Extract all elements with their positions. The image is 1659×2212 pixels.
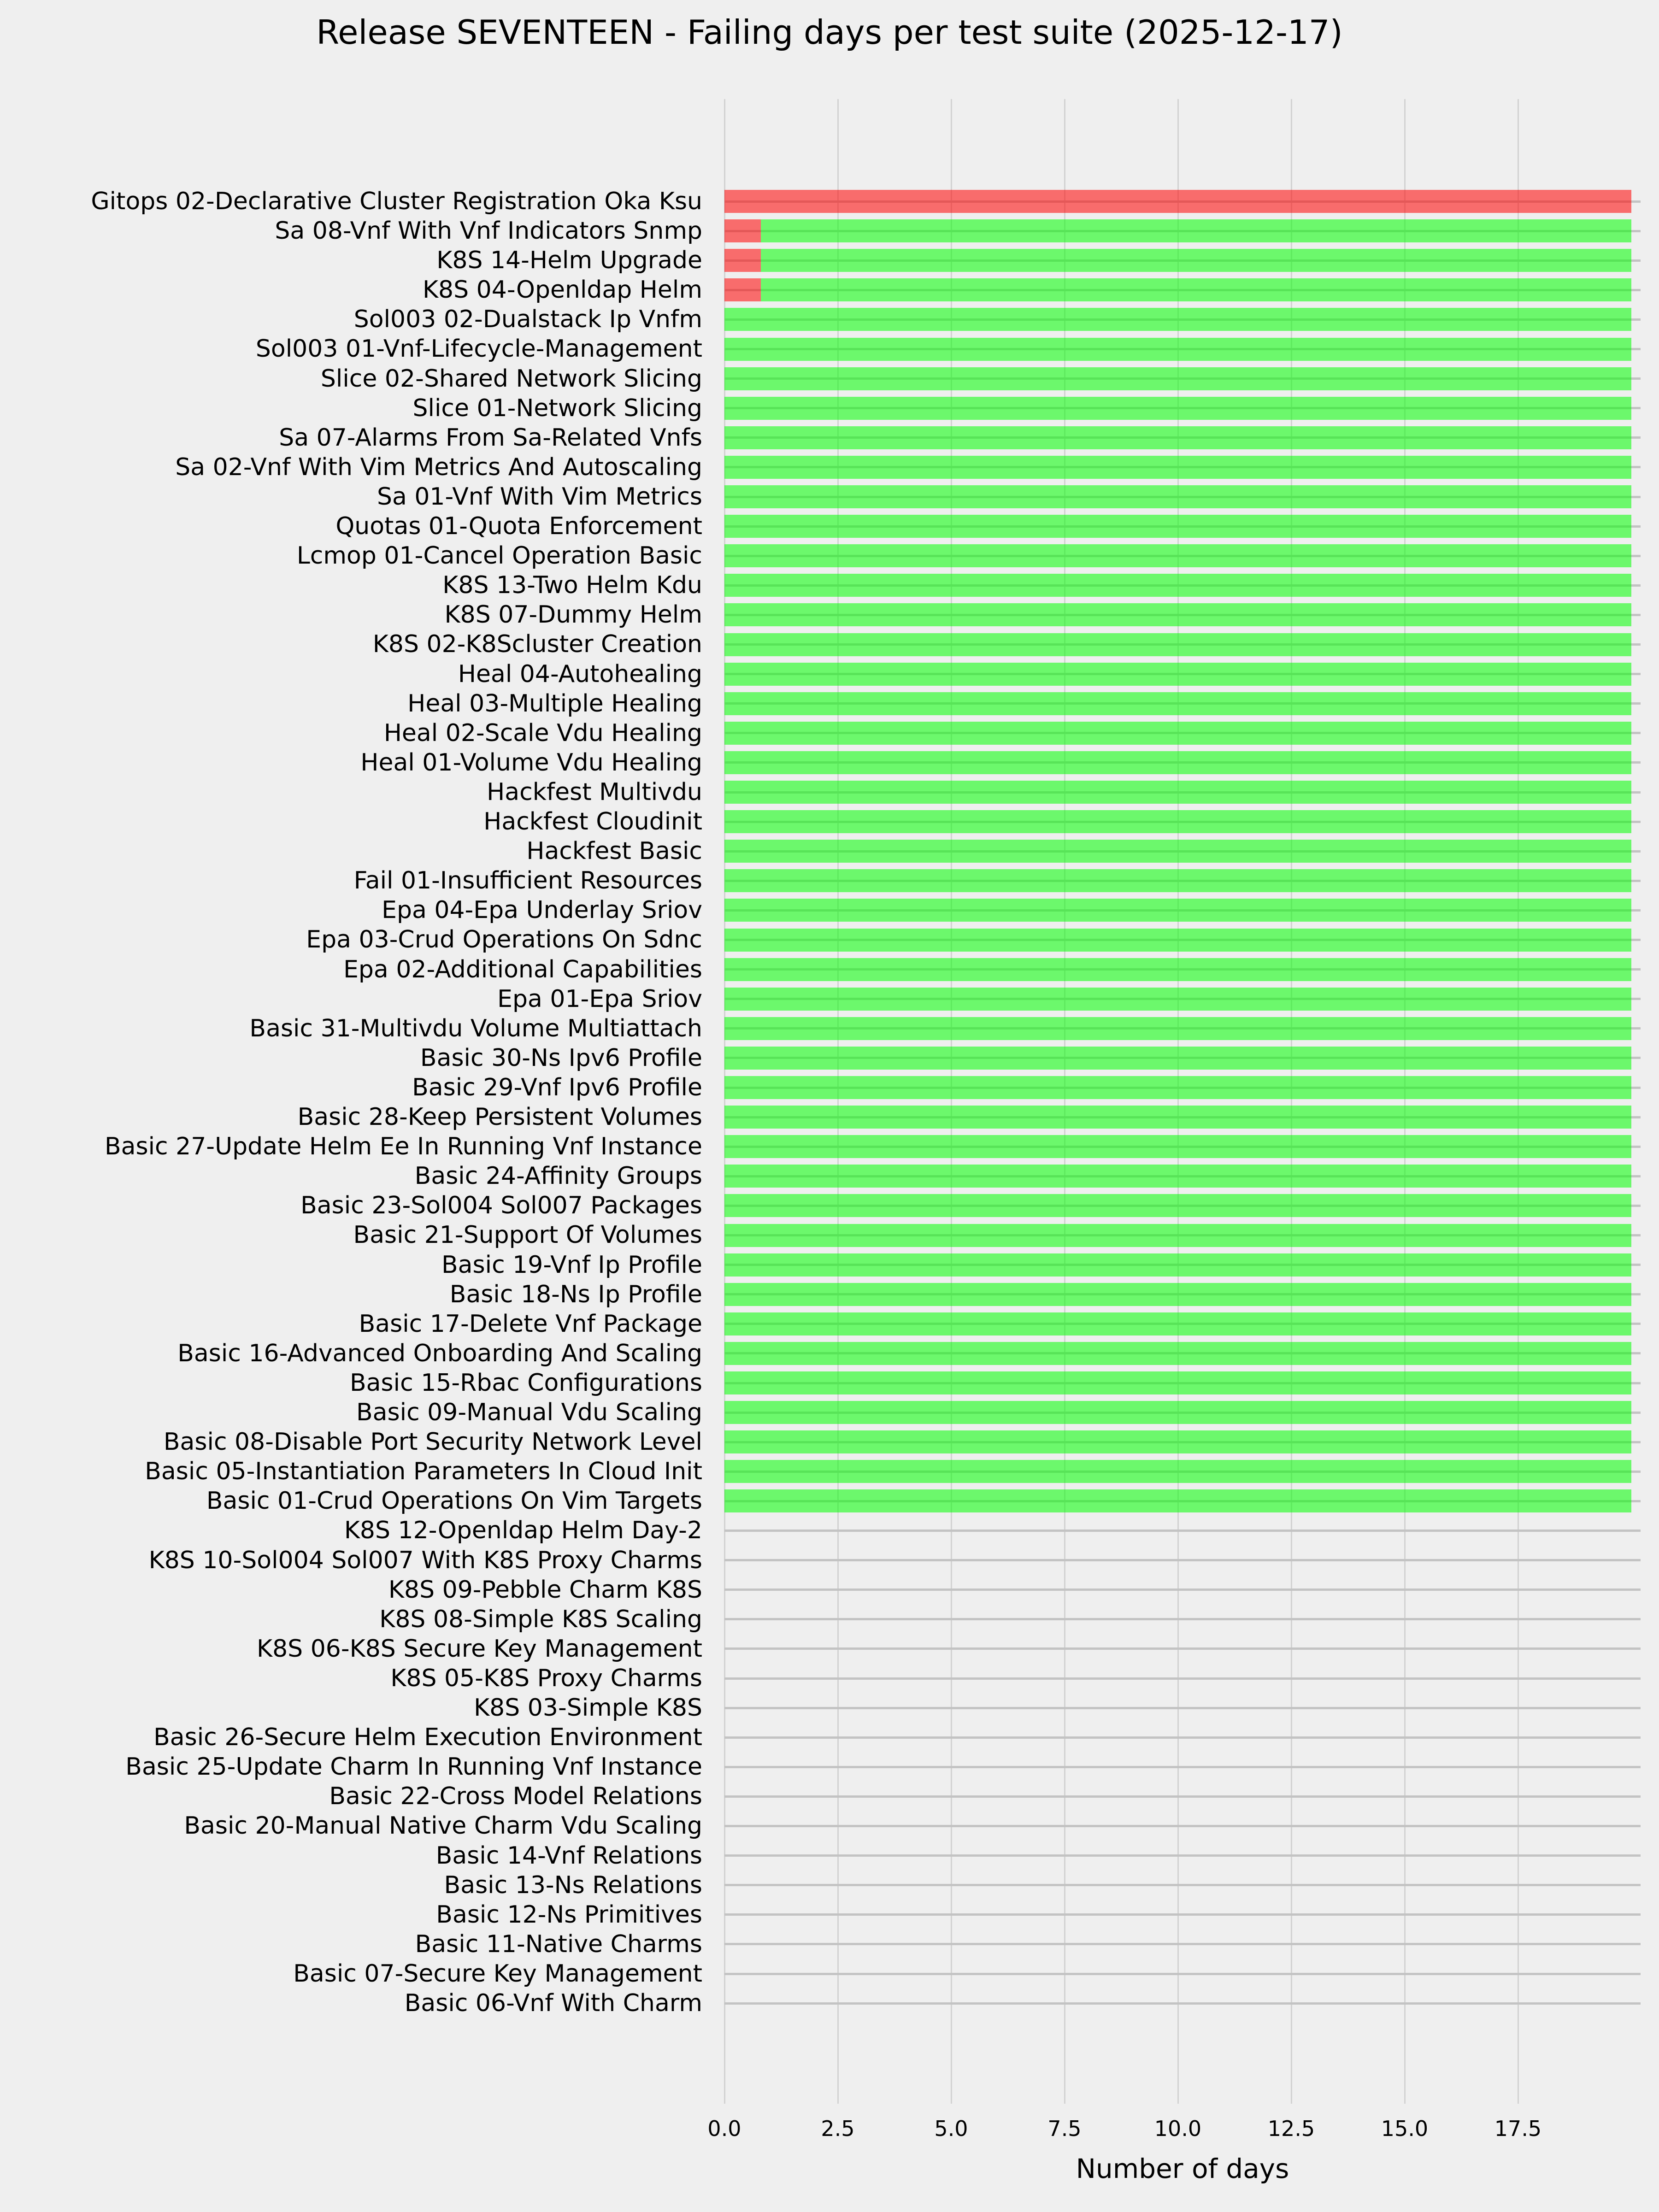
- y-tick-label: Epa 01-Epa Sriov: [497, 985, 702, 1013]
- y-tick-label: Heal 01-Volume Vdu Healing: [360, 748, 702, 777]
- y-axis-labels: [0, 0, 713, 2212]
- y-tick-label: K8S 02-K8Scluster Creation: [372, 630, 702, 659]
- x-axis-label: Number of days: [1076, 2153, 1289, 2184]
- bar-segment-passing: [724, 1401, 1631, 1424]
- y-tick-label: K8S 05-K8S Proxy Charms: [390, 1664, 702, 1692]
- bar-segment-passing: [724, 1283, 1631, 1306]
- bar-segment-passing: [724, 1460, 1631, 1483]
- y-gridline: [724, 1943, 1641, 1945]
- bar-segment-passing: [724, 338, 1631, 361]
- y-tick-label: Slice 01-Network Slicing: [412, 394, 702, 422]
- y-tick-label: Basic 17-Delete Vnf Package: [359, 1310, 702, 1338]
- y-tick-label: Heal 04-Autohealing: [458, 660, 702, 688]
- y-tick-label: Sa 08-Vnf With Vnf Indicators Snmp: [275, 217, 702, 245]
- y-tick-label: K8S 09-Pebble Charm K8S: [388, 1576, 702, 1604]
- bar-segment-passing: [724, 899, 1631, 922]
- y-gridline: [724, 1707, 1641, 1709]
- bar-segment-failing: [724, 249, 761, 272]
- y-tick-label: Heal 03-Multiple Healing: [407, 689, 702, 718]
- y-tick-label: K8S 08-Simple K8S Scaling: [379, 1605, 702, 1633]
- y-tick-label: Fail 01-Insufficient Resources: [353, 867, 702, 895]
- y-tick-label: Basic 18-Ns Ip Profile: [449, 1280, 702, 1308]
- y-tick-label: Basic 05-Instantiation Parameters In Cloud Init: [145, 1458, 702, 1486]
- y-tick-label: Basic 21-Support Of Volumes: [353, 1221, 702, 1249]
- y-tick-label: K8S 12-Openldap Helm Day-2: [344, 1517, 702, 1545]
- y-tick-label: Basic 15-Rbac Configurations: [350, 1369, 702, 1397]
- bar-segment-passing: [724, 485, 1631, 508]
- bar-segment-passing: [724, 781, 1631, 804]
- chart-title: Release SEVENTEEN - Failing days per test suite (2025-12-17): [316, 13, 1343, 52]
- bar-segment-passing: [724, 1194, 1631, 1217]
- y-gridline: [724, 1530, 1641, 1532]
- bar-segment-passing: [724, 692, 1631, 715]
- y-tick-label: Basic 22-Cross Model Relations: [329, 1783, 702, 1811]
- y-tick-label: Epa 02-Additional Capabilities: [343, 955, 702, 983]
- y-tick-label: Heal 02-Scale Vdu Healing: [383, 719, 702, 747]
- y-gridline: [724, 1647, 1641, 1650]
- y-tick-label: Hackfest Multivdu: [487, 778, 702, 806]
- y-tick-label: Basic 27-Update Helm Ee In Running Vnf Instance: [104, 1133, 702, 1161]
- y-tick-label: Basic 23-Sol004 Sol007 Packages: [300, 1192, 702, 1220]
- x-tick-label: 0.0: [707, 2116, 741, 2141]
- bar-segment-passing: [724, 1342, 1631, 1365]
- bar-segment-passing: [724, 988, 1631, 1011]
- y-gridline: [724, 2002, 1641, 2005]
- y-tick-label: Sol003 02-Dualstack Ip Vnfm: [353, 306, 702, 334]
- bar-segment-failing: [724, 278, 761, 301]
- bar-segment-passing: [724, 751, 1631, 774]
- bar-segment-passing: [724, 840, 1631, 863]
- y-tick-label: Basic 30-Ns Ipv6 Profile: [420, 1044, 702, 1072]
- y-tick-label: K8S 13-Two Helm Kdu: [442, 571, 702, 600]
- y-gridline: [724, 1677, 1641, 1680]
- y-tick-label: Sa 01-Vnf With Vim Metrics: [377, 482, 702, 511]
- bar-segment-failing: [724, 219, 761, 242]
- y-tick-label: Basic 20-Manual Native Charm Vdu Scaling: [184, 1812, 702, 1840]
- bar-segment-passing: [724, 1165, 1631, 1188]
- y-tick-label: Basic 31-Multivdu Volume Multiattach: [249, 1014, 702, 1042]
- bar-segment-passing: [761, 249, 1631, 272]
- y-tick-label: Basic 28-Keep Persistent Volumes: [297, 1103, 702, 1131]
- y-tick-label: Basic 26-Secure Helm Execution Environment: [153, 1724, 702, 1752]
- x-tick-label: 7.5: [1047, 2116, 1082, 2141]
- bar-segment-passing: [761, 219, 1631, 242]
- y-gridline: [724, 1795, 1641, 1798]
- bar-segment-passing: [724, 1253, 1631, 1277]
- y-tick-label: K8S 07-Dummy Helm: [444, 601, 702, 629]
- y-gridline: [724, 1854, 1641, 1857]
- y-tick-label: Basic 19-Vnf Ip Profile: [441, 1251, 702, 1279]
- bar-segment-passing: [724, 1430, 1631, 1453]
- y-tick-label: Basic 29-Vnf Ipv6 Profile: [412, 1073, 702, 1101]
- x-tick-label: 5.0: [934, 2116, 968, 2141]
- y-tick-label: Sa 07-Alarms From Sa-Related Vnfs: [279, 424, 702, 452]
- y-tick-label: Epa 03-Crud Operations On Sdnc: [306, 926, 702, 954]
- y-tick-label: Basic 09-Manual Vdu Scaling: [356, 1399, 702, 1427]
- y-tick-label: Slice 02-Shared Network Slicing: [320, 365, 702, 393]
- y-tick-label: K8S 03-Simple K8S: [474, 1694, 702, 1722]
- y-gridline: [724, 1618, 1641, 1620]
- y-tick-label: Basic 24-Affinity Groups: [414, 1162, 702, 1190]
- bar-segment-passing: [724, 663, 1631, 686]
- bar-segment-passing: [724, 810, 1631, 833]
- bar-segment-failing: [724, 190, 1631, 213]
- bar-segment-passing: [724, 722, 1631, 745]
- x-tick-label: 15.0: [1381, 2116, 1429, 2141]
- y-tick-label: K8S 04-Openldap Helm: [422, 276, 702, 304]
- y-tick-label: Sa 02-Vnf With Vim Metrics And Autoscaling: [175, 453, 702, 481]
- y-gridline: [724, 1913, 1641, 1916]
- bar-segment-passing: [724, 1135, 1631, 1158]
- bar-segment-passing: [724, 367, 1631, 390]
- y-gridline: [724, 1588, 1641, 1591]
- y-tick-label: Quotas 01-Quota Enforcement: [335, 512, 702, 541]
- x-tick-label: 10.0: [1154, 2116, 1202, 2141]
- bar-segment-passing: [724, 1047, 1631, 1070]
- y-tick-label: Sol003 01-Vnf-Lifecycle-Management: [255, 335, 702, 363]
- y-tick-label: K8S 06-K8S Secure Key Management: [256, 1635, 702, 1663]
- bar-segment-passing: [761, 278, 1631, 301]
- y-tick-label: Basic 14-Vnf Relations: [435, 1841, 702, 1870]
- y-gridline: [724, 1884, 1641, 1886]
- y-tick-label: Basic 01-Crud Operations On Vim Targets: [206, 1487, 702, 1515]
- y-tick-label: Basic 08-Disable Port Security Network Level: [163, 1428, 702, 1456]
- bar-segment-passing: [724, 1371, 1631, 1394]
- y-gridline: [724, 1736, 1641, 1739]
- bar-segment-passing: [724, 1106, 1631, 1129]
- y-gridline: [724, 1973, 1641, 1975]
- bar-segment-passing: [724, 633, 1631, 656]
- y-tick-label: Basic 16-Advanced Onboarding And Scaling: [177, 1339, 702, 1367]
- bar-segment-passing: [724, 397, 1631, 420]
- y-tick-label: Gitops 02-Declarative Cluster Registration Oka Ksu: [91, 187, 702, 215]
- bar-segment-passing: [724, 929, 1631, 952]
- bar-segment-passing: [724, 1017, 1631, 1040]
- bar-segment-passing: [724, 603, 1631, 626]
- bar-segment-passing: [724, 1312, 1631, 1335]
- y-tick-label: Hackfest Cloudinit: [483, 808, 702, 836]
- bar-segment-passing: [724, 426, 1631, 449]
- y-tick-label: Lcmop 01-Cancel Operation Basic: [296, 542, 702, 570]
- x-tick-label: 12.5: [1267, 2116, 1315, 2141]
- bar-segment-passing: [724, 958, 1631, 981]
- bar-segment-passing: [724, 515, 1631, 538]
- bar-segment-passing: [724, 1489, 1631, 1512]
- bar-segment-passing: [724, 308, 1631, 331]
- y-tick-label: Basic 12-Ns Primitives: [436, 1900, 702, 1929]
- bar-segment-passing: [724, 1224, 1631, 1247]
- y-tick-label: K8S 14-Helm Upgrade: [436, 247, 702, 275]
- y-tick-label: K8S 10-Sol004 Sol007 With K8S Proxy Charms: [148, 1546, 702, 1574]
- x-tick-label: 2.5: [821, 2116, 855, 2141]
- x-tick-label: 17.5: [1494, 2116, 1542, 2141]
- y-tick-label: Basic 11-Native Charms: [415, 1930, 702, 1958]
- bar-segment-passing: [724, 574, 1631, 597]
- bar-segment-passing: [724, 1076, 1631, 1099]
- y-tick-label: Basic 25-Update Charm In Running Vnf Instance: [125, 1753, 702, 1781]
- y-tick-label: Epa 04-Epa Underlay Sriov: [382, 896, 702, 924]
- y-tick-label: Basic 13-Ns Relations: [444, 1871, 702, 1899]
- bar-segment-passing: [724, 869, 1631, 892]
- bar-segment-passing: [724, 544, 1631, 567]
- y-tick-label: Hackfest Basic: [526, 837, 702, 865]
- y-gridline: [724, 1825, 1641, 1827]
- y-gridline: [724, 1766, 1641, 1768]
- y-tick-label: Basic 06-Vnf With Charm: [404, 1989, 702, 2018]
- y-gridline: [724, 1559, 1641, 1561]
- plot-area: [724, 99, 1641, 2104]
- bar-segment-passing: [724, 456, 1631, 479]
- y-tick-label: Basic 07-Secure Key Management: [293, 1959, 702, 1988]
